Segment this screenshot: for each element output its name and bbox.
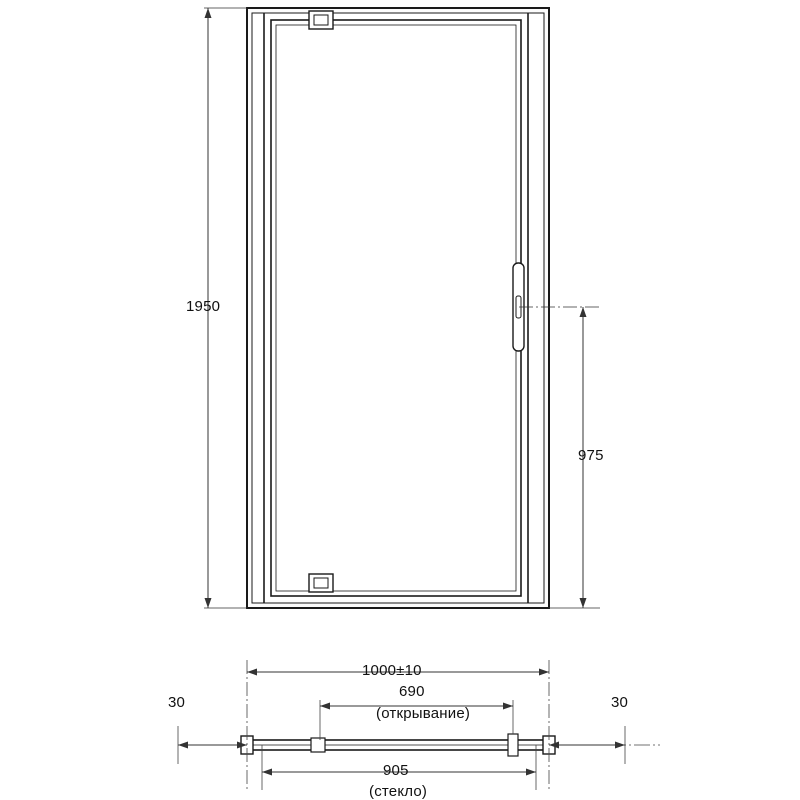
label-glass-width: 905 bbox=[383, 762, 409, 779]
label-opening-caption: (открывание) bbox=[376, 705, 471, 722]
label-overall-width: 1000±10 bbox=[362, 662, 422, 679]
dimension-right-margin bbox=[549, 726, 625, 764]
label-glass-caption: (стекло) bbox=[369, 783, 428, 800]
plan-hinge-block bbox=[311, 738, 325, 752]
label-handle-height-975: 975 bbox=[578, 447, 604, 464]
plan-handle-block bbox=[508, 734, 518, 756]
dimension-left-margin bbox=[178, 726, 247, 764]
plan-view bbox=[178, 660, 660, 790]
label-opening-width: 690 bbox=[399, 683, 425, 700]
hinge-bottom bbox=[309, 574, 333, 592]
label-height-1950: 1950 bbox=[186, 298, 221, 315]
hinge-top bbox=[309, 11, 333, 29]
label-right-margin: 30 bbox=[611, 694, 629, 711]
label-left-margin: 30 bbox=[168, 694, 186, 711]
elevation-view bbox=[204, 8, 600, 608]
glass-panel bbox=[271, 20, 521, 596]
